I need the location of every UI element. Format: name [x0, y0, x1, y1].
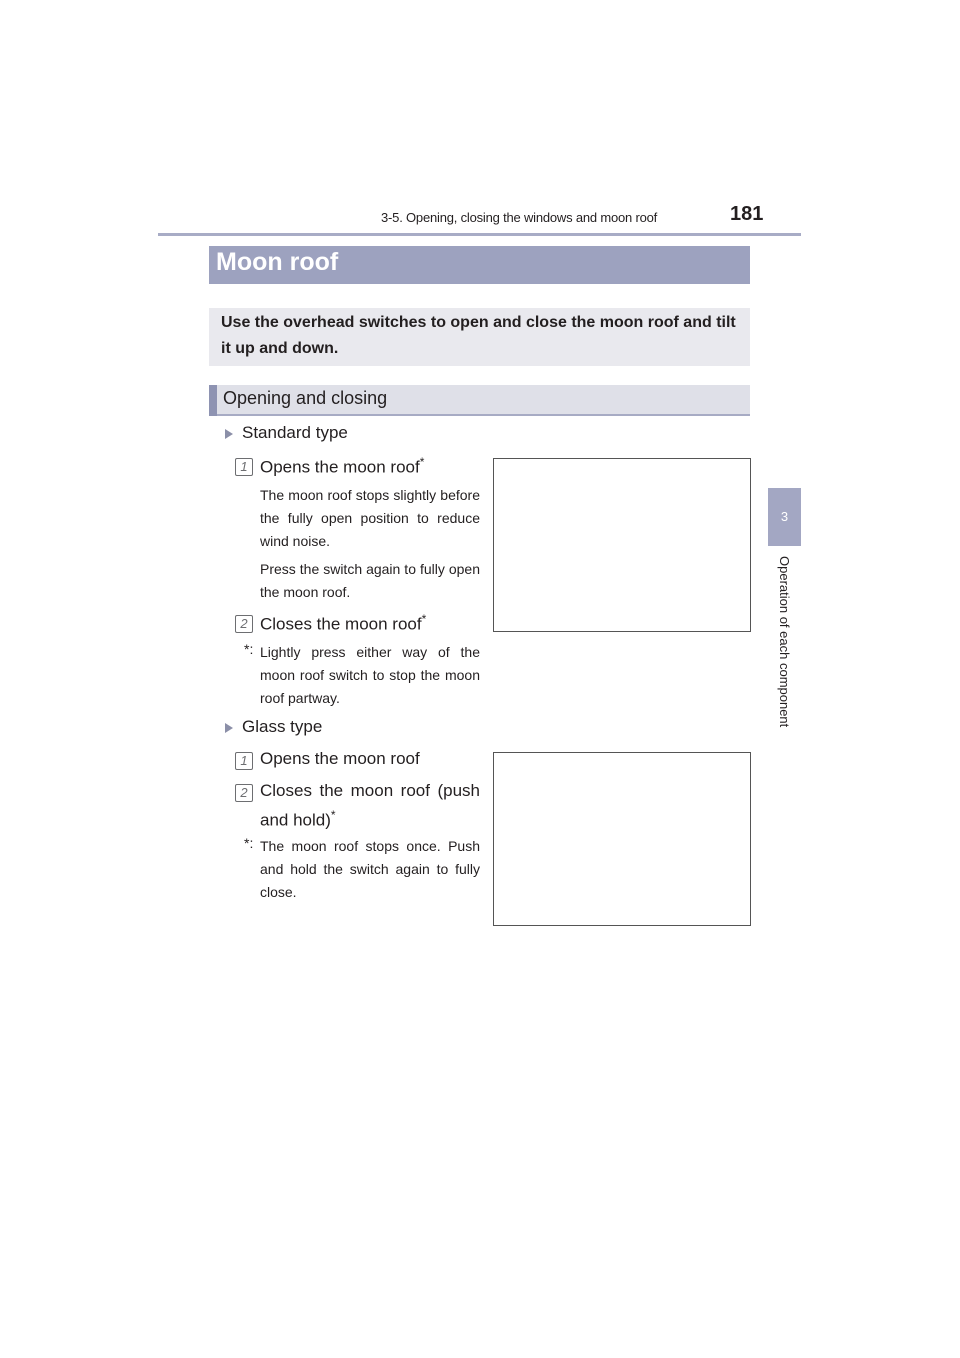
standard-item-close [260, 612, 426, 635]
footnote-mark: *: [244, 641, 254, 657]
intro-text: Use the overhead switches to open and close the moon roof and tilt it up and down. [221, 314, 736, 357]
page-title: Moon roof [216, 248, 339, 276]
intro-box [209, 308, 750, 366]
page-number: 181 [730, 203, 764, 225]
footnote-mark: *: [244, 835, 254, 851]
callout-number: 1 [235, 752, 253, 770]
callout-number: 2 [235, 615, 253, 633]
footnote-star: * [421, 612, 427, 626]
section-header: 3-5. Opening, closing the windows and moon roof [381, 210, 658, 225]
chapter-title: Operation of each component [777, 556, 792, 728]
header-divider [158, 233, 801, 236]
footnote-star: * [419, 455, 425, 469]
glass-item-open: Opens the moon roof [260, 749, 420, 768]
standard-desc-1: The moon roof stops slightly before the fully open position to reduce wind noise. [260, 487, 480, 549]
subsection-accent [209, 385, 217, 416]
standard-figure-box [493, 458, 751, 632]
callout-number: 1 [235, 458, 253, 476]
page-title-bar [209, 246, 750, 284]
standard-type-heading [225, 423, 348, 443]
chapter-tab: 3 [768, 488, 801, 546]
subsection-title: Opening and closing [223, 388, 388, 408]
subsection-bar [209, 385, 750, 416]
item-text: Opens the moon roof [260, 457, 420, 477]
standard-type-label: Standard type [242, 423, 348, 442]
glass-type-label: Glass type [242, 717, 323, 736]
glass-figure-box [493, 752, 751, 926]
callout-number: 2 [235, 784, 253, 802]
item-text: Closes the moon roof [260, 614, 422, 634]
item-text: Closes the moon roof (push and hold) [260, 781, 480, 830]
standard-item-open [260, 455, 424, 478]
footnote-star: * [330, 808, 336, 822]
triangle-bullet-icon [225, 723, 233, 733]
standard-footnote: Lightly press either way of the moon roof switch to stop the moon roof partway. [260, 644, 480, 706]
glass-type-heading [225, 717, 322, 737]
triangle-bullet-icon [225, 429, 233, 439]
standard-desc-2: Press the switch again to fully open the moon roof. [260, 561, 480, 600]
glass-item-close [260, 778, 480, 833]
glass-footnote: The moon roof stops once. Push and hold the switch again to fully close. [260, 838, 480, 900]
